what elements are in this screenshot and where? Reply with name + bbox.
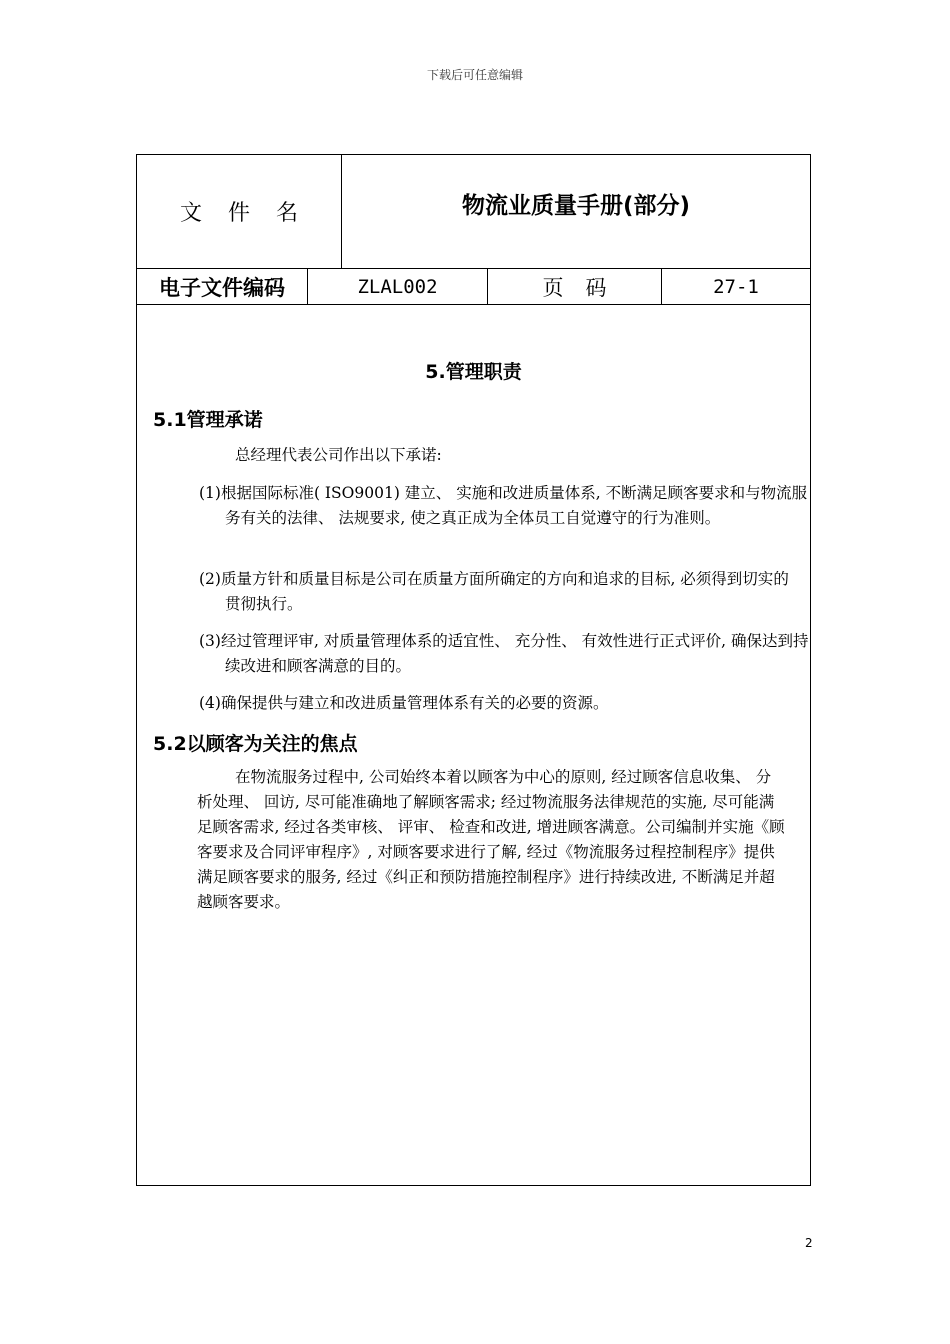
- code-label: 电子文件编码: [137, 269, 308, 304]
- heading-5-1: 5.1管理承诺: [153, 409, 263, 431]
- code-value: ZLAL002: [308, 269, 488, 304]
- file-title: 物流业质量手册(部分): [461, 192, 691, 219]
- heading-5-2: 5.2以顾客为关注的焦点: [153, 733, 358, 755]
- document-frame: [136, 154, 811, 1186]
- header-row-code: [137, 269, 810, 305]
- file-name-label: 文件名: [137, 155, 342, 268]
- commitment-item-1: (1)根据国际标准( ISO9001) 建立、 实施和改进质量体系, 不断满足顾客要求和与物流服务有关的法律、 法规要求, 使之真正成为全体员工自觉遵守的行为准则。: [199, 484, 808, 527]
- commitment-item-4: (4)确保提供与建立和改进质量管理体系有关的必要的资源。: [199, 694, 609, 712]
- header-row-title: [137, 155, 810, 269]
- commitment-item-3: (3)经过管理评审, 对质量管理体系的适宜性、 充分性、 有效性进行正式评价, 确保达到持续改进和顾客满意的目的。: [199, 632, 809, 675]
- commitment-item-2: (2)质量方针和质量目标是公司在质量方面所确定的方向和追求的目标, 必须得到切实的贯彻执行。: [199, 570, 789, 613]
- page-value: 27-1: [713, 275, 759, 298]
- page-label: 页码: [488, 269, 662, 304]
- customer-focus-paragraph: 在物流服务过程中, 公司始终本着以顾客为中心的原则, 经过顾客信息收集、 分析处理、 回访, 尽可能准确地了解顾客需求; 经过物流服务法律规范的实施, 尽可能满足顾客需求, 经过各类审核、 评审、 检查和改进, 增进顾客满意。公司编制并实施《顾客要求及合同评审程序》, 对顾客要求进行了解, 经过《物流服务过程控制程序》提供满足顾客要求的服务, 经过《纠正和预防措施控制程序》进行持续改进, 不断满足并超越顾客要求。: [197, 768, 785, 911]
- watermark-text: 下载后可任意编辑: [426, 68, 523, 82]
- commitment-intro: 总经理代表公司作出以下承诺:: [235, 446, 442, 464]
- page-number: 2: [805, 1236, 813, 1250]
- section-title: 5.管理职责: [425, 361, 522, 383]
